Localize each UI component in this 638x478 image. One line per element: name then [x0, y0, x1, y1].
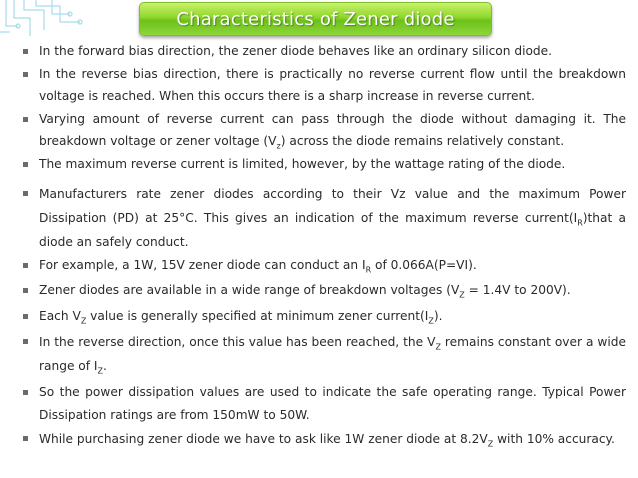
bullet-list	[22, 40, 626, 451]
bullet-text: In the reverse direction, once this value has been reached, the $V_Z$ remains constant over a wide range of $I_Z$.	[39, 335, 626, 376]
bullet-marker-icon	[23, 72, 28, 77]
bullet-item	[22, 40, 626, 63]
circuit-pattern-decoration	[0, 0, 150, 36]
bullet-marker-icon	[23, 288, 28, 293]
subscript: Z	[487, 438, 494, 448]
bullet-item	[22, 153, 626, 176]
bullet-text: For example, a 1W, 15V zener diode can conduct an $I_R$ of 0.066A(P=VI).	[39, 257, 477, 274]
subscript: R	[365, 265, 372, 274]
subscript: Z	[435, 342, 441, 352]
slide-title: Characteristics of Zener diode	[176, 8, 455, 30]
bullet-text: Zener diodes are available in a wide range of breakdown voltages ($V_Z = 1.4V$ to 200V).	[39, 283, 571, 300]
subscript: Z	[80, 316, 87, 326]
bullet-text: The maximum reverse current is limited, however, by the wattage rating of the diode.	[39, 156, 566, 171]
bullet-item	[22, 108, 626, 153]
subscript: R	[577, 218, 583, 227]
bullet-marker-icon	[23, 117, 28, 122]
bullet-marker-icon	[23, 436, 28, 441]
bullet-text: Varying amount of reverse current can pass through the diode without damaging it. The breakdown voltage or zener voltage $(V_z)$ across the diode remains relatively constant.	[39, 111, 626, 151]
bullet-text: So the power dissipation values are used to indicate the safe operating range. Typical Power Dissipation ratings are from 150mW to 50W.	[39, 385, 626, 422]
subscript: Z	[459, 290, 465, 300]
bullet-marker-icon	[23, 191, 28, 196]
bullet-marker-icon	[23, 390, 28, 395]
bullet-text: Each $V_Z$ value is generally specified at minimum zener $current(I_Z)$.	[39, 308, 443, 326]
bullet-marker-icon	[23, 339, 28, 344]
subscript: Z	[97, 366, 104, 376]
bullet-marker-icon	[23, 162, 28, 167]
bullet-item	[22, 254, 626, 277]
bullet-text: Manufacturers rate zener diodes according to their Vz value and the maximum Power Dissipation (PD) at 25°C. This gives an indication of the maximum reverse $current(I_R)that$ a diode an safely conduct.	[39, 186, 626, 249]
bullet-marker-icon	[23, 263, 28, 268]
bullet-item	[22, 427, 626, 451]
bullet-text: In the reverse bias direction, there is practically no reverse current flow until the breakdown voltage is reached. When this occurs there is a sharp increase in reverse current.	[39, 66, 626, 104]
subscript: z	[276, 141, 281, 151]
subscript: Z	[428, 316, 434, 326]
bullet-text: In the forward bias direction, the zener diode behaves like an ordinary silicon diode.	[39, 44, 553, 58]
bullet-item	[22, 305, 626, 328]
bullet-marker-icon	[23, 49, 28, 54]
bullet-marker-icon	[23, 314, 28, 319]
bullet-text: While purchasing zener diode we have to ask like 1W zener diode at $8.2V_Z$ with 10% accuracy.	[39, 431, 615, 448]
bullet-item	[22, 182, 626, 254]
bullet-item	[22, 279, 626, 302]
title-banner	[139, 2, 492, 36]
bullet-item	[22, 381, 626, 426]
bullet-item	[22, 330, 626, 378]
bullet-item	[22, 63, 626, 108]
